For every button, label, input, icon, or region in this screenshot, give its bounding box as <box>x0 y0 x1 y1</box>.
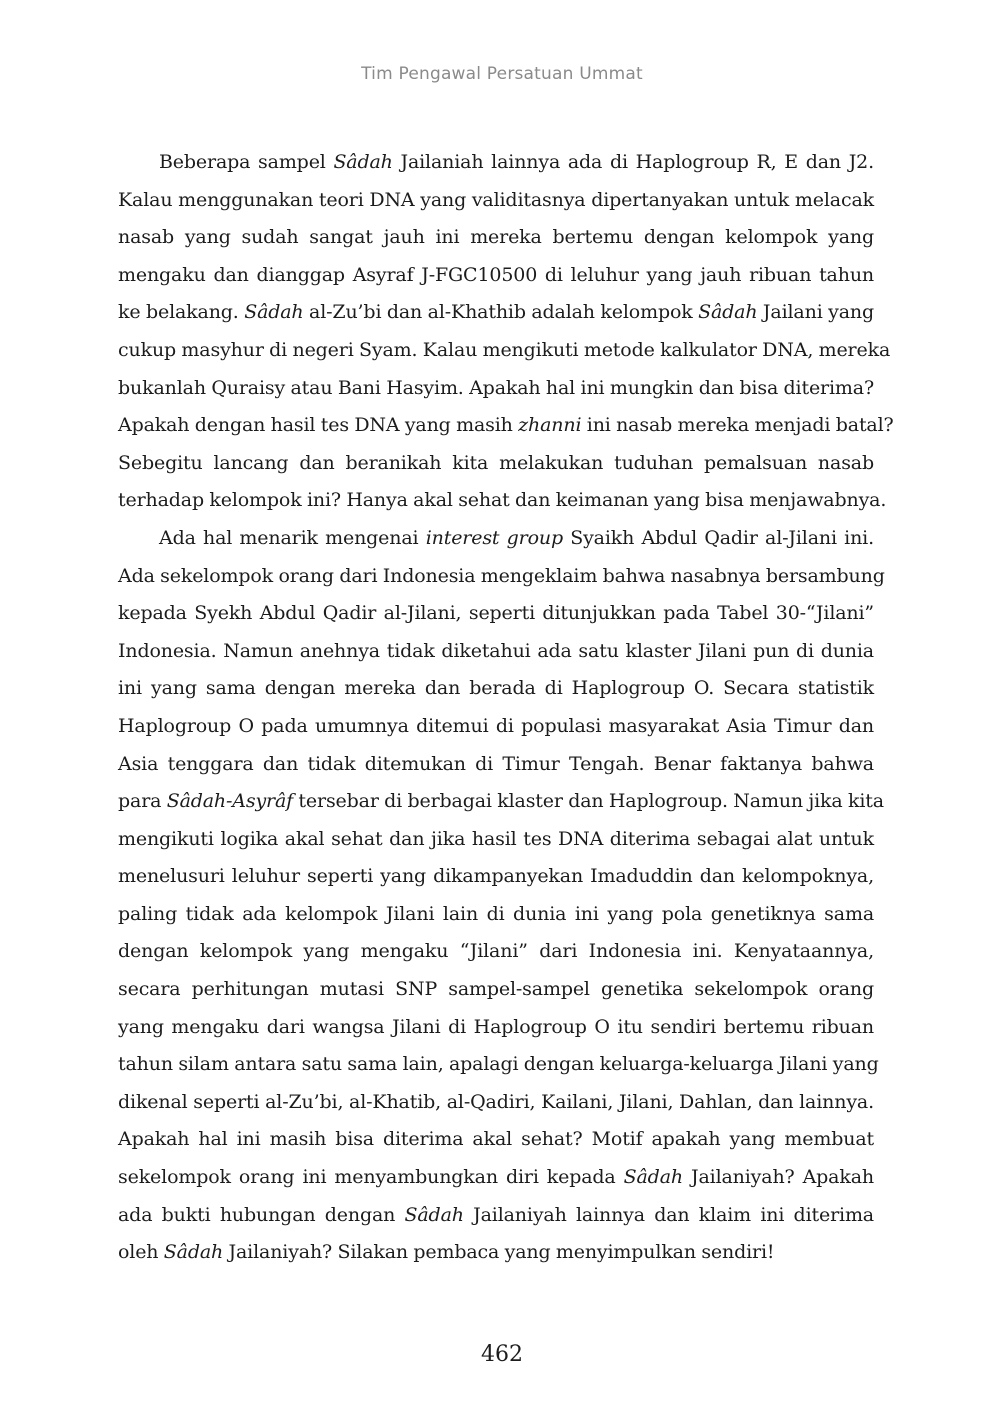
text-segment: tersebar di berbagai klaster dan Haplogroup. Namun jika kita <box>293 790 884 813</box>
text-line <box>118 332 891 370</box>
text-line <box>118 558 885 596</box>
text-segment: Beberapa sampel <box>159 151 334 173</box>
text-segment: Syaikh Abdul Qadir al-Jilani ini. <box>562 526 874 549</box>
text-segment: kepada Syekh Abdul Qadir al-Jilani, seperti ditunjukkan pada Tabel 30-“Jilani” <box>118 602 874 625</box>
italic-term: Sâdah <box>163 1241 224 1264</box>
text-segment: Ada sekelompok orang dari Indonesia mengeklaim bahwa nasabnya bersambung <box>118 564 885 587</box>
text-segment: bukanlah Quraisy atau Bani Hasyim. Apakah hal ini mungkin dan bisa diterima? <box>118 376 874 399</box>
text-line <box>118 445 874 483</box>
text-line <box>118 896 874 934</box>
text-line <box>118 595 874 633</box>
text-segment: ada bukti hubungan dengan <box>118 1203 405 1226</box>
paragraph <box>118 520 885 1272</box>
text-line <box>118 144 874 182</box>
text-segment: menelusuri leluhur seperti yang dikampanyekan Imaduddin dan kelompoknya, <box>118 865 874 888</box>
text-line <box>118 783 884 821</box>
text-segment: Jailani yang <box>757 301 874 324</box>
text-segment: mengikuti logika akal sehat dan jika hasil tes DNA diterima sebagai alat untuk <box>118 827 874 850</box>
text-line <box>118 821 874 859</box>
text-segment: dengan kelompok yang mengaku “Jilani” dari Indonesia ini. Kenyataannya, <box>118 940 874 963</box>
text-line <box>118 1197 874 1235</box>
text-line <box>118 1234 874 1272</box>
text-segment: Jailaniyah? Silakan pembaca yang menyimpulkan sendiri! <box>223 1241 775 1264</box>
italic-term: Sâdah <box>404 1203 464 1226</box>
italic-term: Sâdah <box>244 301 304 324</box>
text-segment: Haplogroup O pada umumnya ditemui di populasi masyarakat Asia Timur dan <box>118 714 874 737</box>
italic-term: zhanni <box>518 414 582 437</box>
text-segment: Apakah hal ini masih bisa diterima akal sehat? Motif apakah yang membuat <box>118 1128 874 1151</box>
body-text <box>118 144 894 1272</box>
text-line <box>118 708 874 746</box>
text-segment: Asia tenggara dan tidak ditemukan di Timur Tengah. Benar faktanya bahwa <box>118 752 874 775</box>
text-segment: Indonesia. Namun anehnya tidak diketahui ada satu klaster Jilani pun di dunia <box>118 639 874 662</box>
italic-term: Sâdah <box>698 301 758 324</box>
text-line <box>118 407 894 445</box>
italic-term: interest group <box>425 526 563 549</box>
text-line <box>118 1084 874 1122</box>
text-segment: dikenal seperti al-Zu’bi, al-Khatib, al-Qadiri, Kailani, Jilani, Dahlan, dan lainnya. <box>118 1090 874 1113</box>
text-segment: Jailaniyah? Apakah <box>682 1166 874 1189</box>
text-segment: cukup masyhur di negeri Syam. Kalau mengikuti metode kalkulator DNA, mereka <box>118 338 891 361</box>
text-line <box>118 670 874 708</box>
text-segment: ini nasab mereka menjadi batal? <box>581 414 894 437</box>
text-segment: Kalau menggunakan teori DNA yang validitasnya dipertanyakan untuk melacak <box>118 188 874 211</box>
text-line <box>118 482 887 520</box>
italic-term: Sâdah <box>623 1166 683 1189</box>
text-segment: Sebegitu lancang dan beranikah kita melakukan tuduhan pemalsuan nasab <box>118 451 874 474</box>
italic-term: Sâdah-Asyrâf <box>166 790 294 813</box>
text-line <box>118 182 874 220</box>
text-segment: sekelompok orang ini menyambungkan diri kepada <box>118 1166 624 1189</box>
text-line <box>118 219 874 257</box>
text-segment: ini yang sama dengan mereka dan berada di Haplogroup O. Secara statistik <box>118 677 874 700</box>
text-segment: para <box>118 790 167 813</box>
text-line <box>118 1121 874 1159</box>
text-line <box>118 933 874 971</box>
text-segment: Jailaniyah lainnya dan klaim ini diterima <box>463 1203 874 1226</box>
text-line <box>118 858 874 896</box>
text-segment: al-Zu’bi dan al-Khathib adalah kelompok <box>303 301 699 324</box>
text-segment: mengaku dan dianggap Asyraf J-FGC10500 di leluhur yang jauh ribuan tahun <box>118 263 874 286</box>
text-line <box>118 1046 879 1084</box>
text-segment: yang mengaku dari wangsa Jilani di Haplogroup O itu sendiri bertemu ribuan <box>118 1015 874 1038</box>
text-segment: terhadap kelompok ini? Hanya akal sehat dan keimanan yang bisa menjawabnya. <box>118 489 887 512</box>
text-line <box>118 520 874 558</box>
text-line <box>118 1009 874 1047</box>
text-segment: secara perhitungan mutasi SNP sampel-sampel genetika sekelompok orang <box>118 978 874 1001</box>
text-segment: ke belakang. <box>118 301 245 324</box>
italic-term: Sâdah <box>333 151 393 173</box>
text-segment: tahun silam antara satu sama lain, apalagi dengan keluarga-keluarga Jilani yang <box>118 1053 879 1076</box>
text-segment: Ada hal menarik mengenai <box>159 526 426 549</box>
text-segment: paling tidak ada kelompok Jilani lain di dunia ini yang pola genetiknya sama <box>118 902 874 925</box>
page-number: 462 <box>481 1342 523 1367</box>
text-segment: Jailaniah lainnya ada di Haplogroup R, E dan J2. <box>392 151 874 173</box>
text-line <box>118 370 874 408</box>
text-segment: oleh <box>118 1241 164 1264</box>
text-line <box>118 257 874 295</box>
running-header: Tim Pengawal Persatuan Ummat <box>361 64 643 84</box>
paragraph <box>118 144 894 520</box>
text-line <box>118 1159 874 1197</box>
text-segment: nasab yang sudah sangat jauh ini mereka bertemu dengan kelompok yang <box>118 226 874 249</box>
text-segment: Apakah dengan hasil tes DNA yang masih <box>118 414 519 437</box>
text-line <box>118 294 874 332</box>
text-line <box>118 971 874 1009</box>
text-line <box>118 633 874 671</box>
text-line <box>118 746 874 784</box>
